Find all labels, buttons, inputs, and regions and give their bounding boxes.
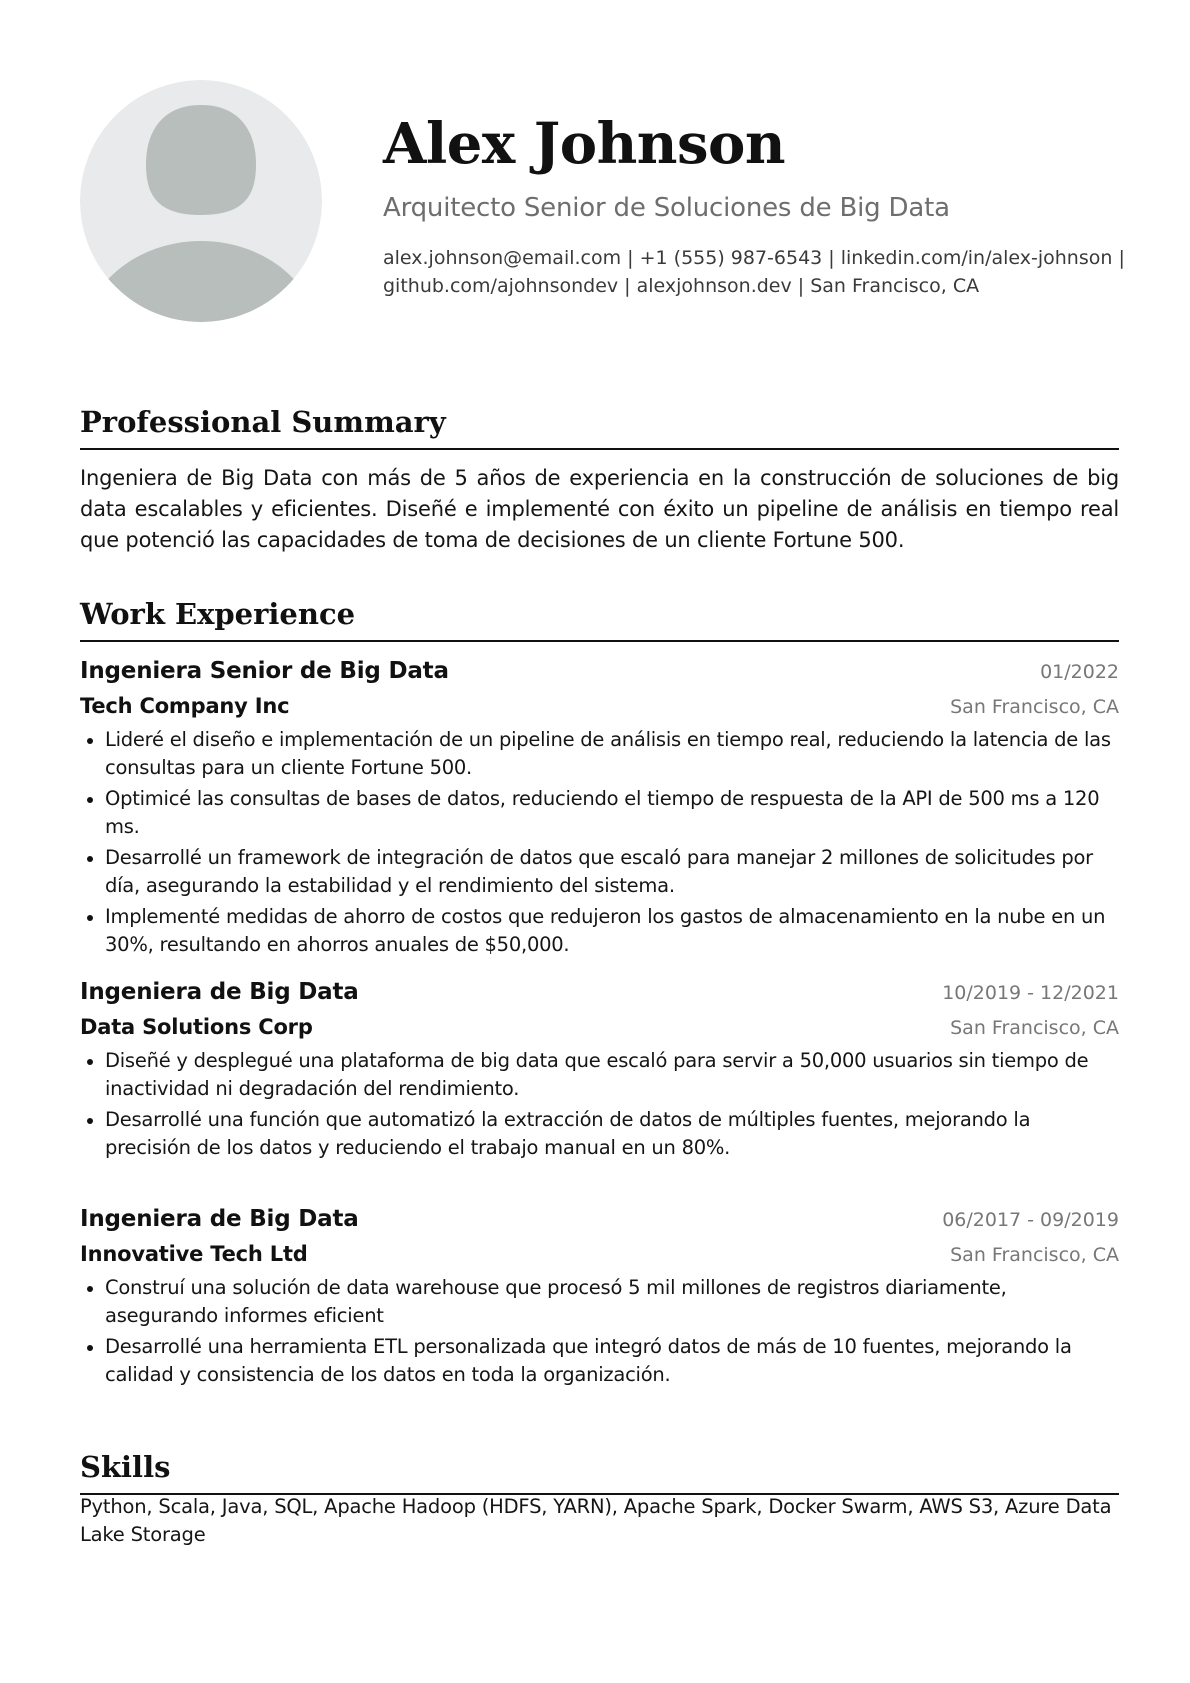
job-entry (80, 1202, 1119, 1392)
person-silhouette-icon (80, 80, 322, 322)
job-dates: 01/2022 (1040, 661, 1119, 683)
job-role: Ingeniera de Big Data (80, 1206, 359, 1232)
contact-line: alex.johnson@email.com | +1 (555) 987-6543 | linkedin.com/in/alex-johnson | (383, 247, 1125, 269)
bullet-item (80, 1106, 1119, 1161)
job-role: Ingeniera de Big Data (80, 979, 359, 1005)
job-dates: 06/2017 - 09/2019 (942, 1209, 1119, 1231)
bullet-dot-icon (87, 1345, 93, 1351)
bullet-text: Lideré el diseño e implementación de un pipeline de análisis en tiempo real, reduciendo la latencia de las consultas para un cliente Fortune 500. (105, 728, 1111, 779)
bullet-text: Construí una solución de data warehouse que procesó 5 mil millones de registros diariamente, asegurando informes eficient (105, 1276, 1007, 1327)
job-bullets (80, 726, 1119, 958)
candidate-name: Alex Johnson (383, 111, 786, 177)
job-bullets (80, 1274, 1119, 1388)
bullet-dot-icon (87, 1286, 93, 1292)
bullet-dot-icon (87, 915, 93, 921)
skills-text: Python, Scala, Java, SQL, Apache Hadoop (HDFS, YARN), Apache Spark, Docker Swarm, AWS S3, Azure Data Lake Storage (80, 1495, 1112, 1546)
bullet-item (80, 726, 1119, 781)
avatar-head (146, 105, 256, 215)
bullet-item (80, 1274, 1119, 1329)
bullet-text: Desarrollé una función que automatizó la extracción de datos de múltiples fuentes, mejorando la precisión de los datos y reduciendo el trabajo manual en un 80%. (105, 1108, 1031, 1159)
contact-line: github.com/ajohnsondev | alexjohnson.dev | San Francisco, CA (383, 275, 980, 297)
summary-text: Ingeniera de Big Data con más de 5 años de experiencia en la construcción de soluciones de big data escalables y eficientes. Diseñé e implementé con éxito un pipeline de análisis en tiempo real que potenció las capacidades de toma de decisiones de un cliente Fortune 500. (80, 466, 1119, 552)
job-company: Tech Company Inc (80, 694, 290, 718)
job-location: San Francisco, CA (950, 1017, 1119, 1039)
job-dates: 10/2019 - 12/2021 (942, 982, 1119, 1004)
candidate-title: Arquitecto Senior de Soluciones de Big Data (383, 193, 950, 223)
job-company: Data Solutions Corp (80, 1015, 313, 1039)
job-location: San Francisco, CA (950, 1244, 1119, 1266)
bullet-text: Desarrollé un framework de integración de datos que escaló para manejar 2 millones de solicitudes por día, asegurando la estabilidad y el rendimiento del sistema. (105, 846, 1093, 897)
bullet-dot-icon (87, 1059, 93, 1065)
bullet-item (80, 1333, 1119, 1388)
job-role: Ingeniera Senior de Big Data (80, 658, 449, 684)
bullet-text: Desarrollé una herramienta ETL personalizada que integró datos de más de 10 fuentes, mejorando la calidad y consistencia de los datos en toda la organización. (105, 1335, 1072, 1386)
bullet-dot-icon (87, 797, 93, 803)
bullet-dot-icon (87, 856, 93, 862)
bullet-text: Implementé medidas de ahorro de costos que redujeron los gastos de almacenamiento en la nube en un 30%, resultando en ahorros anuales de $50,000. (105, 905, 1106, 956)
job-bullets (80, 1047, 1119, 1161)
bullet-item (80, 903, 1119, 958)
skills-heading: Skills (80, 1447, 1119, 1495)
job-entry (80, 654, 1119, 962)
experience-heading: Work Experience (80, 594, 1119, 642)
job-location: San Francisco, CA (950, 696, 1119, 718)
bullet-item (80, 844, 1119, 899)
bullet-item (80, 1047, 1119, 1102)
bullet-text: Diseñé y desplegué una plataforma de big data que escaló para servir a 50,000 usuarios sin tiempo de inactividad ni degradación del rendimiento. (105, 1049, 1089, 1100)
bullet-dot-icon (87, 1118, 93, 1124)
contact-info (383, 244, 1123, 300)
job-company: Innovative Tech Ltd (80, 1242, 308, 1266)
bullet-item (80, 785, 1119, 840)
job-entry (80, 975, 1119, 1165)
summary-heading: Professional Summary (80, 402, 1119, 450)
bullet-text: Optimicé las consultas de bases de datos, reduciendo el tiempo de respuesta de la API de 500 ms a 120 ms. (105, 787, 1100, 838)
bullet-dot-icon (87, 738, 93, 744)
